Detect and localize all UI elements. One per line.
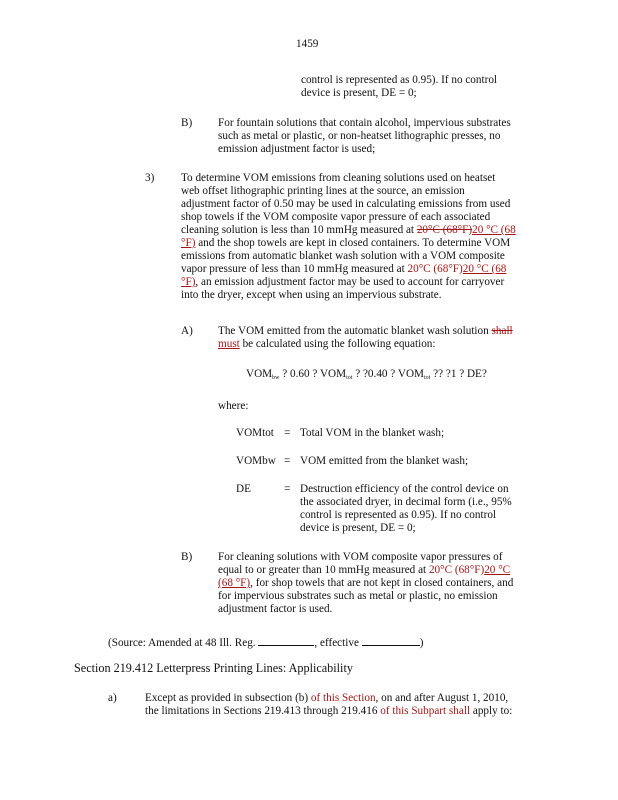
text-line: control is represented as 0.95). If no control (300, 509, 497, 521)
inserted-text: 20 °C (484, 564, 511, 576)
source-note: (Source: Amended at 48 Ill. Reg. , effective ) (108, 637, 424, 649)
def-desc: Total VOM in the blanket wash; (300, 427, 445, 439)
text-line: into the dryer, except when using an impervious substrate. (181, 289, 442, 301)
def-desc-block (300, 483, 512, 535)
deleted-text: shall (491, 325, 513, 337)
item-label-b: B) (181, 117, 193, 129)
inserted-text: °F) (181, 237, 196, 249)
item-label-a-lower: a) (108, 692, 117, 704)
text-line: For fountain solutions that contain alcohol, impervious substrates (218, 117, 511, 129)
inserted-text: of this Section (310, 692, 376, 704)
item-label-b: B) (181, 551, 193, 563)
text-line: The VOM emitted from the automatic blanket wash solution shall (218, 325, 513, 337)
text-line: °F) and the shop towels are kept in closed containers. To determine VOM (181, 237, 511, 249)
modified-text: 20°C (68°F) (407, 263, 463, 275)
text-line: emission adjustment factor is used; (218, 143, 376, 155)
def-term: VOMbw (236, 455, 276, 467)
text-line: must be calculated using the following equation: (218, 338, 436, 350)
text-line: the limitations in Sections 219.413 through 219.416 of this Subpart shall apply to: (145, 705, 513, 717)
blank-line (362, 635, 420, 646)
text-line: control is represented as 0.95). If no control (301, 74, 498, 86)
where-label: where: (218, 400, 249, 412)
inserted-text: (68 °F) (218, 577, 251, 589)
def-equals: = (284, 455, 291, 467)
text-line: equal to or greater than 10 mmHg measured at 20°C (68°F)20 °C (218, 564, 511, 576)
text-line: For cleaning solutions with VOM composite vapor pressures of (218, 551, 503, 563)
text-line: such as metal or plastic, or non-heatset lithographic presses, no (218, 130, 501, 142)
text-line: device is present, DE = 0; (301, 87, 417, 99)
item-label-a: A) (181, 325, 193, 337)
item-label-3: 3) (145, 172, 155, 184)
text-line: Destruction efficiency of the control device on (300, 483, 509, 495)
deleted-text: 20°C (68°F) (416, 224, 473, 236)
text-line: web offset lithographic printing lines at the source, an emission (181, 185, 465, 197)
page-number: 1459 (296, 38, 319, 50)
inserted-text: 20 °C (68 (462, 263, 507, 275)
text-line: To determine VOM emissions from cleaning solutions used on heatset (181, 172, 496, 184)
modified-text: 20°C (68°F) (428, 564, 485, 576)
continued-paragraph (301, 74, 497, 100)
text-line: shop towels if the VOM composite vapor pressure of each associated (181, 211, 491, 223)
def-equals: = (284, 427, 291, 439)
paragraph-3 (181, 172, 551, 302)
def-desc: VOM emitted from the blanket wash; (300, 455, 469, 467)
text-line: device is present, DE = 0; (300, 522, 416, 534)
equation: $VOM_{bw}$ ? 0.60 ? $VOM_{tot}$ ? ?0.40 ? $VOM_{tot}$ ?? ?1 ? DE? (246, 368, 487, 381)
inserted-text: °F) (181, 276, 196, 288)
inserted-text: 20 °C (68 (472, 224, 516, 236)
inserted-text: of this Subpart shall (380, 705, 471, 717)
text-line: Except as provided in subsection (b) of this Section, on and after August 1, 2010, (145, 692, 509, 704)
text-line: vapor pressure of less than 10 mmHg measured at 20°C (68°F)20 °C (68 (181, 263, 507, 275)
paragraph-b-fountain (218, 117, 511, 156)
text-line: adjustment factor of 0.50 may be used in calculating emissions from used (181, 198, 511, 210)
section-heading: Section 219.412 Letterpress Printing Lines: Applicability (74, 661, 353, 675)
text-line: adjustment factor is used. (218, 603, 333, 615)
text-line: (68 °F), for shop towels that are not kept in closed containers, and (218, 577, 514, 589)
paragraph-a (218, 325, 513, 351)
paragraph-a-lower (145, 692, 512, 718)
text-line: cleaning solution is less than 10 mmHg measured at 20°C (68°F)20 °C (68 (181, 224, 516, 236)
paragraph-b-cleaning (218, 551, 513, 616)
blank-line (258, 635, 314, 646)
def-equals: = (284, 483, 291, 495)
text-line: for impervious substrates such as metal or plastic, no emission (218, 590, 498, 602)
text-line: °F), an emission adjustment factor may be used to account for carryover (181, 276, 505, 288)
def-term: DE (236, 483, 251, 495)
text-line: the associated dryer, in decimal form (i.e., 95% (300, 496, 512, 508)
inserted-text: must (218, 338, 240, 350)
text-line: emissions from automatic blanket wash solution with a VOM composite (181, 250, 505, 262)
def-term: VOMtot (236, 427, 274, 439)
